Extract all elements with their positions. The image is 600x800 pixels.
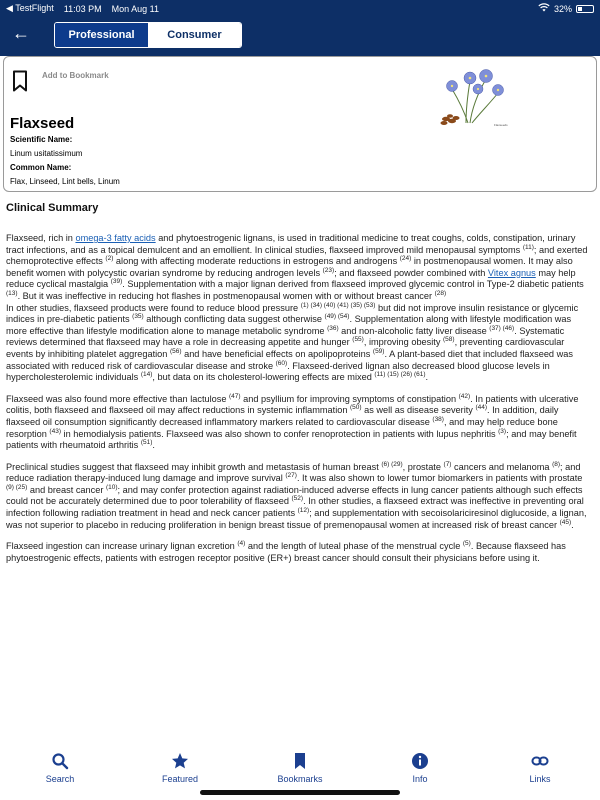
summary-paragraph-2: Flaxseed was also found more effective than lactulose $^{(47)}$ and psyllium for improving symptoms of constipation $^{(42)}$. In patients with ulcerative colitis, both flaxseed and flaxseed oil may affect reductions in systemic inflammation $^{(50)}$ as well as disease severity $^{(44)}$. In addition, daily flaxseed oil consumption significantly decreased inflammatory markers related to cardiovascular disease $^{(38)}$, and may help reduce bone resorption $^{(43)}$ in hemodialysis patients. Flaxseed was also shown to confer renoprotection in patients with lupus nephritis $^{(3)}$; and may benefit patients with rheumatoid arthritis $^{(51)}$.: [6, 392, 579, 451]
image-caption: Flaxseeds: [494, 123, 508, 127]
omega3-link[interactable]: omega-3 fatty acids: [75, 233, 156, 243]
audience-segmented-control: [54, 22, 242, 48]
professional-tab[interactable]: Professional: [55, 23, 148, 47]
section-title: Clinical Summary: [6, 202, 99, 214]
add-to-bookmark-label[interactable]: Add to Bookmark: [42, 71, 109, 80]
tab-bookmarks-label: Bookmarks: [277, 774, 323, 784]
link-icon: [531, 752, 549, 770]
tab-links-label: Links: [529, 774, 551, 784]
flaxseed-illustration: [436, 63, 510, 129]
tab-links[interactable]: [480, 740, 600, 800]
vitex-agnus-link[interactable]: Vitex agnus: [487, 267, 536, 278]
battery-icon: [576, 5, 594, 13]
summary-paragraph-3: Preclinical studies suggest that flaxseed may inhibit growth and metastasis of human breast $^{(6) (29)}$, prostate $^{(7)}$ cancers and melanoma $^{(8)}$; and reduce radiation therapy-induced lung damage and improve survival $^{(27)}$. It was also shown to lower tumor biomarkers in patients with prostate $^{(9) (25)}$ and breast cancer $^{(10)}$; and may confer protection against radiation-induced adverse effects in lung cancer patients although such effects could not be accurately determined due to poor tolerability of flaxseed $^{(52)}$. In other studies, a flaxseed extract was ineffective in preventing oral infection following radiation treatment in head and neck cancer patients $^{(12)}$; and supplementation with secoisolariciresinol diglucoside, a lignan, was not superior to placebo in reducing proliferation in benign breast tissue of premenopausal women at increased risk of breast cancer $^{(45)}$.: [6, 460, 587, 530]
info-icon: [411, 752, 429, 770]
common-name-value: Flax, Linseed, Lint bells, Linum: [10, 177, 120, 186]
bookmark-icon: [291, 752, 309, 770]
top-bar: [0, 0, 600, 56]
summary-paragraph-1: Flaxseed, rich in omega-3 fatty acids and phytoestrogenic lignans, is used in traditional medicine to treat coughs, colds, constipation, urinary tract infections, and as a topical demulcent and an emollient. In clinical studies, flaxseed improved mild menopausal symptoms $^{(11)}$; and exerted chemoprotective effects $^{(2)}$ along with affecting moderate reductions in estrogens and androgens $^{(24)}$ in postmenopausal women. It may also benefit women with polycystic ovarian syndrome by reducing androgen levels $^{(23)}$; and flaxseed powder combined with Vitex agnus may help reduce cyclical mastalgia $^{(39)}$. Supplementation with a major lignan derived from flaxseed improved glycemic control in Type-2 diabetic patients $^{(13)}$. But it was ineffective in reducing hot flashes in postmenopausal women with or without breast cancer $^{(28)}$ In other studies, flaxseed products were found to reduce blood pressure $^{(1) (34) (40) (41) (35) (53)}$ but did not improve insulin resistance or glycemic indices in pre-diabetic patients $^{(35)}$ although conflicting data suggest otherwise $^{(49) (54)}$. Supplementation along with lifestyle modification was more effective than lifestyle modification alone to manage metabolic syndrome $^{(36)}$ and non-alcoholic fatty liver disease $^{(37) (46)}$. Systematic reviews determined that flaxseed may have a role in decreasing appetite and hunger $^{(55)}$, improving obesity $^{(58)}$, preventing cardiovascular events by inhibiting platelet aggregation $^{(56)}$ and have beneficial effects on apolipoproteins $^{(59)}$. A plant-based diet that included flaxseed was associated with reduced risk of cardiovascular disease and stroke $^{(60)}$. Flaxseed-derived lignan also decreased blood glucose levels in hypercholesterolemic individuals $^{(14)}$, but data on its cholesterol-lowering effects are mixed $^{(11) (15) (26) (61)}$.: [6, 233, 588, 383]
tab-featured-label: Featured: [161, 774, 199, 784]
scientific-name-value: Linum usitatissimum: [10, 149, 83, 158]
herb-info-card: [3, 56, 597, 192]
tab-search-label: Search: [45, 774, 75, 784]
summary-paragraph-4: Flaxseed ingestion can increase urinary lignan excretion $^{(4)}$ and the length of luteal phase of the menstrual cycle $^{(5)}$. Because flaxseed has phytoestrogenic effects, patients with estrogen receptor positive (ER+) breast cancer should consult their physicians before using it.: [6, 540, 566, 563]
bookmark-outline-icon[interactable]: [12, 70, 28, 92]
consumer-tab[interactable]: Consumer: [148, 23, 241, 47]
status-date: Mon Aug 11: [111, 3, 160, 14]
star-icon: [171, 752, 189, 770]
clinical-summary: [6, 233, 592, 574]
home-indicator: [200, 790, 400, 795]
page-title: Flaxseed: [10, 115, 75, 132]
tab-info-label: Info: [412, 774, 428, 784]
search-icon: [51, 752, 69, 770]
carrier-label: ◀ TestFlight: [6, 3, 54, 13]
scientific-name-label: Scientific Name:: [10, 135, 73, 144]
common-name-label: Common Name:: [10, 163, 72, 172]
back-button[interactable]: ←: [12, 23, 30, 43]
battery-percent: 32%: [553, 3, 572, 14]
wifi-icon: [538, 3, 550, 14]
status-bar: [0, 0, 600, 16]
status-time: 11:03 PM: [63, 3, 102, 14]
tab-search[interactable]: [0, 740, 120, 800]
